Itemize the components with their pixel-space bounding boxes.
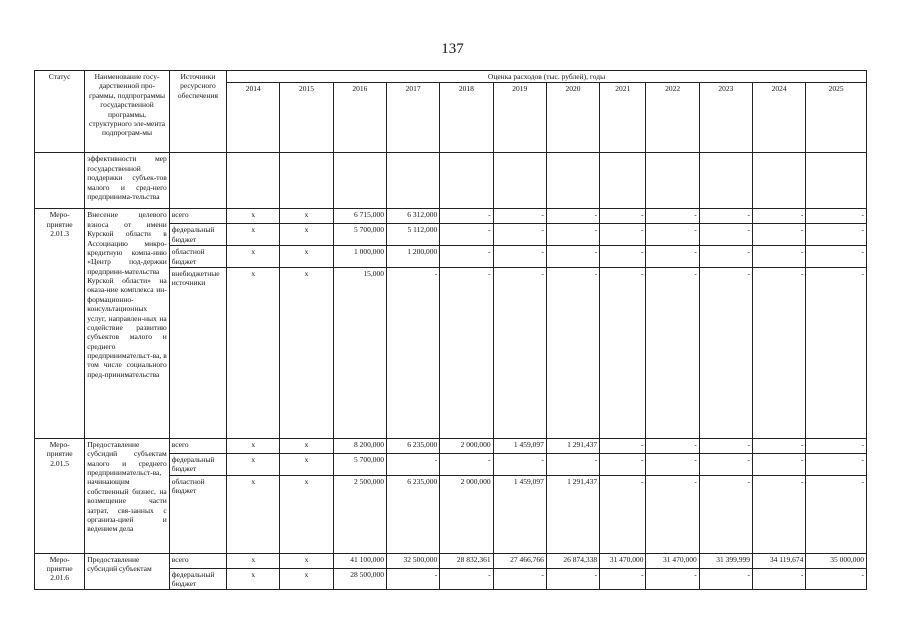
status-cell: Меро-приятие 2.01.3 bbox=[35, 209, 85, 439]
value-cell: x bbox=[280, 438, 333, 453]
value-cell: - bbox=[806, 209, 867, 224]
value-cell: - bbox=[806, 568, 867, 590]
value-cell: 31 399,999 bbox=[699, 553, 752, 568]
value-cell: - bbox=[699, 246, 752, 268]
value-cell: 41 100,000 bbox=[333, 553, 386, 568]
continuation-name: эффективности мер государственной поддержки субъек-тов малого и сред-него предпринима-тельства bbox=[85, 153, 169, 209]
value-cell: - bbox=[699, 568, 752, 590]
value-cell: x bbox=[227, 453, 280, 475]
value-cell: - bbox=[546, 246, 599, 268]
measure-name-cell: Предоставление субсидий субъектам малого и среднего предпринимательст-ва, начинающим собственный бизнес, на возмещение части затрат, свя-занных с организа-цией и ведением дела bbox=[85, 438, 169, 553]
value-cell: - bbox=[806, 453, 867, 475]
value-cell: 5 112,000 bbox=[386, 224, 439, 246]
value-cell: 8 200,000 bbox=[333, 438, 386, 453]
value-cell: - bbox=[699, 267, 752, 438]
value-cell: 31 470,000 bbox=[646, 553, 699, 568]
value-cell: x bbox=[280, 246, 333, 268]
table-row bbox=[35, 553, 867, 568]
table-row bbox=[35, 209, 867, 224]
value-cell: - bbox=[753, 453, 806, 475]
value-cell: x bbox=[227, 224, 280, 246]
value-cell: x bbox=[280, 453, 333, 475]
value-cell: 1 200,000 bbox=[386, 246, 439, 268]
value-cell: - bbox=[646, 475, 699, 553]
value-cell: - bbox=[600, 438, 646, 453]
value-cell: - bbox=[600, 224, 646, 246]
value-cell: - bbox=[646, 453, 699, 475]
value-cell: - bbox=[493, 209, 546, 224]
value-cell: - bbox=[600, 246, 646, 268]
measure-name-cell: Внесение целевого взноса от имени Курской области в Ассоциацию микро-кредитную компа-нию «Центр под-держки предприни-мательства Курской области» на оказа-ние комплекса ин-формационно-консультационных услуг, направлен-ных на содействие развитию субъектов малого и среднего предпринимательст-ва, в том числе социального пред-принимательства bbox=[85, 209, 169, 439]
value-cell: x bbox=[280, 267, 333, 438]
value-cell: 2 500,000 bbox=[333, 475, 386, 553]
value-cell: 31 470,000 bbox=[600, 553, 646, 568]
value-cell: - bbox=[699, 453, 752, 475]
value-cell: - bbox=[440, 453, 493, 475]
value-cell: - bbox=[646, 209, 699, 224]
year-header: 2024 bbox=[753, 83, 806, 153]
value-cell: - bbox=[646, 246, 699, 268]
value-cell: - bbox=[493, 224, 546, 246]
value-cell: - bbox=[440, 246, 493, 268]
value-cell: - bbox=[753, 224, 806, 246]
value-cell: 1 459,097 bbox=[493, 438, 546, 453]
value-cell: 2 000,000 bbox=[440, 438, 493, 453]
value-cell: x bbox=[280, 475, 333, 553]
year-header: 2017 bbox=[386, 83, 439, 153]
value-cell: 1 291,437 bbox=[546, 438, 599, 453]
value-cell: - bbox=[440, 209, 493, 224]
budget-table bbox=[34, 70, 867, 590]
value-cell: x bbox=[227, 553, 280, 568]
year-header: 2021 bbox=[600, 83, 646, 153]
value-cell: - bbox=[806, 475, 867, 553]
value-cell: 5 700,000 bbox=[333, 224, 386, 246]
header-estimate: Оценка расходов (тыс. рублей), годы bbox=[227, 71, 867, 83]
source-cell bbox=[169, 153, 226, 209]
value-cell: 6 235,000 bbox=[386, 438, 439, 453]
value-cell: x bbox=[227, 209, 280, 224]
year-header: 2018 bbox=[440, 83, 493, 153]
value-cell: 1 000,000 bbox=[333, 246, 386, 268]
value-cell: - bbox=[440, 224, 493, 246]
value-cell: 28 832,361 bbox=[440, 553, 493, 568]
value-cell: 35 000,000 bbox=[806, 553, 867, 568]
value-cell: - bbox=[600, 568, 646, 590]
value-cell: - bbox=[600, 475, 646, 553]
value-cell: - bbox=[440, 568, 493, 590]
value-cell: - bbox=[493, 568, 546, 590]
value-cell: - bbox=[806, 224, 867, 246]
value-cell: x bbox=[280, 553, 333, 568]
header-status: Статус bbox=[35, 71, 85, 153]
year-header: 2016 bbox=[333, 83, 386, 153]
value-cell: - bbox=[646, 224, 699, 246]
value-cell: - bbox=[753, 475, 806, 553]
source-cell: всего bbox=[169, 209, 226, 224]
value-cell: 15,000 bbox=[333, 267, 386, 438]
status-cell: Меро-приятие 2.01.5 bbox=[35, 438, 85, 553]
value-cell: 1 291,437 bbox=[546, 475, 599, 553]
value-cell: - bbox=[753, 568, 806, 590]
value-cell: - bbox=[386, 568, 439, 590]
source-cell: федеральный бюджет bbox=[169, 453, 226, 475]
value-cell: 32 500,000 bbox=[386, 553, 439, 568]
value-cell: - bbox=[546, 224, 599, 246]
table-body bbox=[35, 153, 867, 590]
value-cell: - bbox=[600, 267, 646, 438]
value-cell: - bbox=[546, 568, 599, 590]
year-header: 2020 bbox=[546, 83, 599, 153]
source-cell: всего bbox=[169, 553, 226, 568]
value-cell: - bbox=[806, 438, 867, 453]
source-cell: федеральный бюджет bbox=[169, 568, 226, 590]
value-cell: - bbox=[546, 453, 599, 475]
source-cell: федеральный бюджет bbox=[169, 224, 226, 246]
value-cell: - bbox=[386, 453, 439, 475]
value-cell: 5 700,000 bbox=[333, 453, 386, 475]
value-cell: x bbox=[227, 267, 280, 438]
continuation-row bbox=[35, 153, 867, 209]
measure-name-cell: Предоставление субсидий субъектам bbox=[85, 553, 169, 590]
status-cell bbox=[35, 153, 85, 209]
value-cell: - bbox=[699, 209, 752, 224]
source-cell: всего bbox=[169, 438, 226, 453]
value-cell: 26 874,338 bbox=[546, 553, 599, 568]
value-cell: - bbox=[699, 475, 752, 553]
source-cell: областной бюджет bbox=[169, 246, 226, 268]
value-cell: - bbox=[646, 438, 699, 453]
status-cell: Меро-приятие 2.01.6 bbox=[35, 553, 85, 590]
value-cell: x bbox=[280, 568, 333, 590]
year-header: 2025 bbox=[806, 83, 867, 153]
value-cell: - bbox=[646, 568, 699, 590]
value-cell: - bbox=[753, 246, 806, 268]
value-cell: - bbox=[493, 267, 546, 438]
value-cell: - bbox=[600, 453, 646, 475]
value-cell: - bbox=[646, 267, 699, 438]
value-cell: - bbox=[386, 267, 439, 438]
value-cell: - bbox=[493, 246, 546, 268]
value-cell: - bbox=[600, 209, 646, 224]
value-cell: x bbox=[227, 568, 280, 590]
page-number: 137 bbox=[441, 41, 464, 57]
value-cell: 28 500,000 bbox=[333, 568, 386, 590]
value-cell: 1 459,097 bbox=[493, 475, 546, 553]
value-cell: x bbox=[280, 224, 333, 246]
source-cell: внебюджетные источники bbox=[169, 267, 226, 438]
year-header: 2015 bbox=[280, 83, 333, 153]
header-sources: Источники ресурсного обеспечения bbox=[169, 71, 226, 153]
value-cell: - bbox=[440, 267, 493, 438]
source-cell: областной бюджет bbox=[169, 475, 226, 553]
year-header: 2022 bbox=[646, 83, 699, 153]
year-header: 2023 bbox=[699, 83, 752, 153]
value-cell: 2 000,000 bbox=[440, 475, 493, 553]
value-cell: - bbox=[699, 224, 752, 246]
value-cell: 27 466,766 bbox=[493, 553, 546, 568]
value-cell: - bbox=[546, 209, 599, 224]
table-row bbox=[35, 438, 867, 453]
value-cell: x bbox=[227, 246, 280, 268]
value-cell: 6 715,000 bbox=[333, 209, 386, 224]
value-cell: x bbox=[280, 209, 333, 224]
value-cell: - bbox=[753, 438, 806, 453]
year-header: 2019 bbox=[493, 83, 546, 153]
value-cell: x bbox=[227, 475, 280, 553]
value-cell: - bbox=[753, 267, 806, 438]
value-cell: - bbox=[806, 267, 867, 438]
year-header: 2014 bbox=[227, 83, 280, 153]
value-cell: - bbox=[699, 438, 752, 453]
value-cell: - bbox=[753, 209, 806, 224]
value-cell: 34 119,674 bbox=[753, 553, 806, 568]
value-cell: - bbox=[493, 453, 546, 475]
value-cell: x bbox=[227, 438, 280, 453]
value-cell: 6 312,000 bbox=[386, 209, 439, 224]
value-cell: 6 235,000 bbox=[386, 475, 439, 553]
value-cell: - bbox=[546, 267, 599, 438]
header-name: Наименование госу-дарственной про-граммы, подпрограммы государственной программы, структурного эле-мента подпрограм-мы bbox=[85, 71, 169, 153]
value-cell: - bbox=[806, 246, 867, 268]
